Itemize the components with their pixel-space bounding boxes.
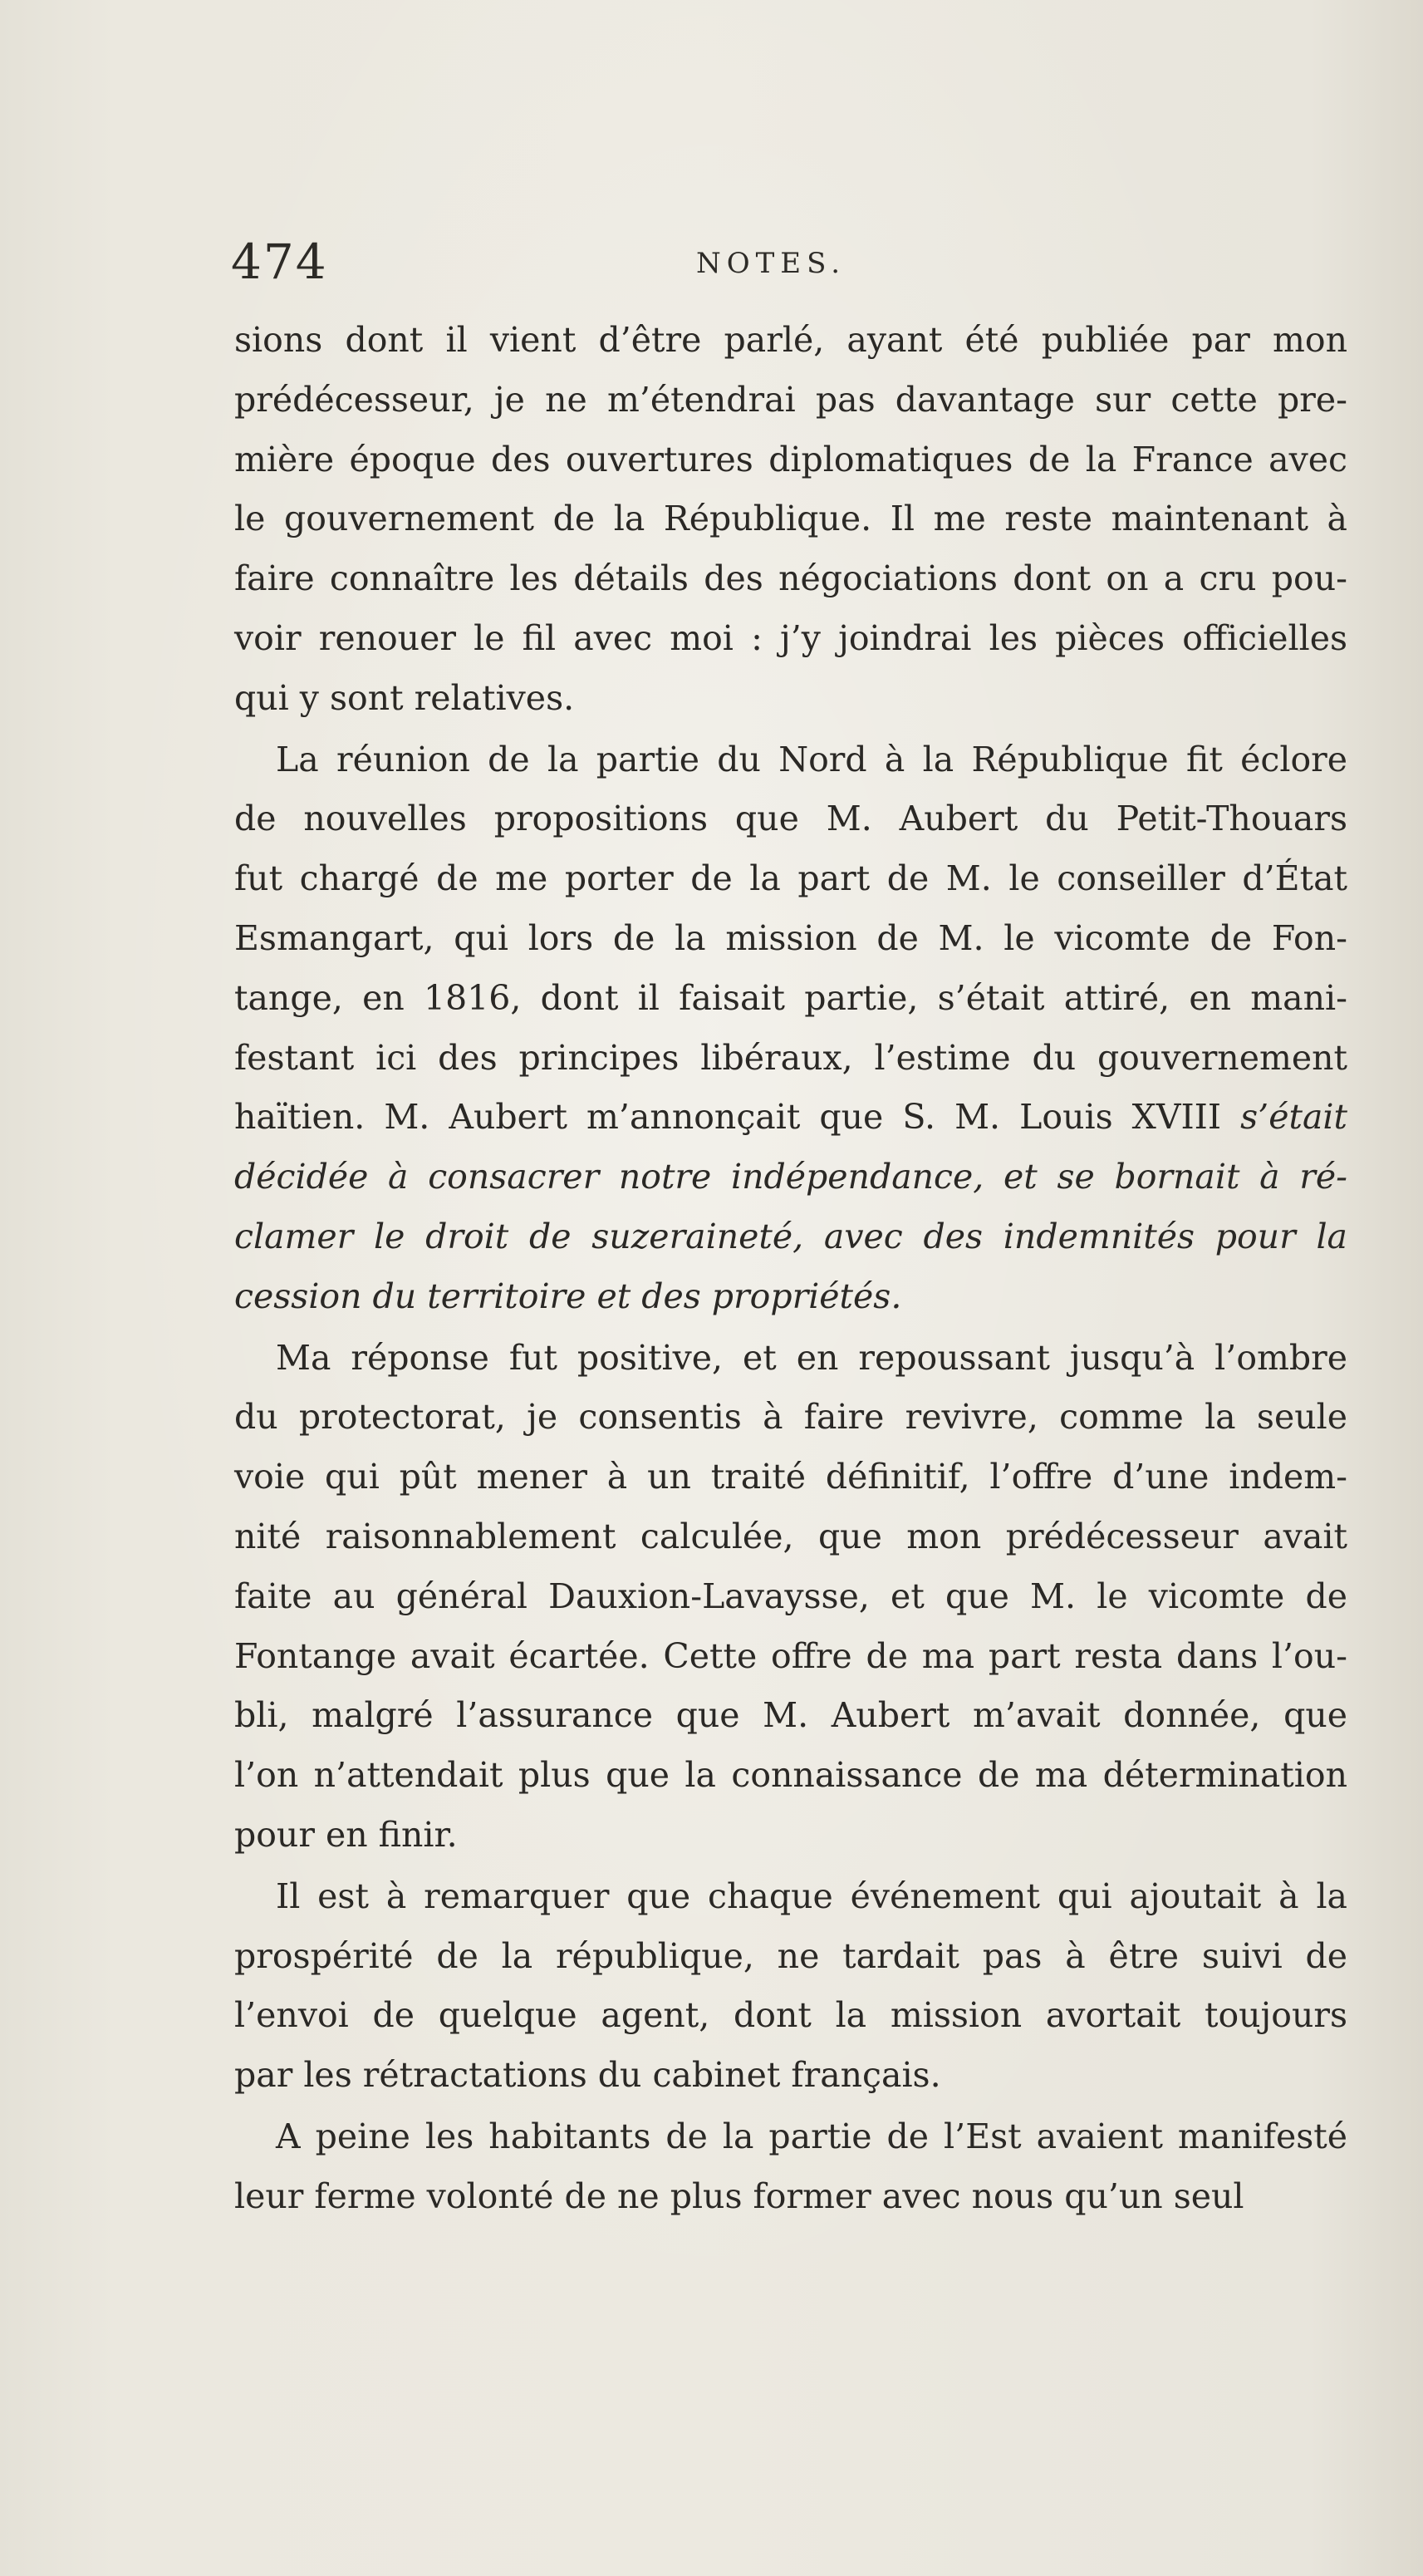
text-line (234, 1388, 1347, 1448)
text-segment: qui y sont relatives. (234, 677, 575, 718)
italic-text: clamer le droit de suzeraineté, avec des indemnités pour la (234, 1216, 1347, 1256)
text-line (234, 1448, 1347, 1507)
italic-text: cession du territoire et des propriétés. (234, 1276, 902, 1316)
text-line (234, 1088, 1347, 1148)
text-line (234, 549, 1347, 609)
text-line (234, 489, 1347, 549)
text-segment: Esmangart, qui lors de la mission de M. le vicomte de Fon- (234, 917, 1347, 958)
page-number: 474 (231, 234, 328, 290)
text-segment: Fontange avait écartée. Cette offre de ma part resta dans l’ou- (234, 1635, 1347, 1676)
text-line (234, 969, 1347, 1029)
text-segment: festant ici des principes libéraux, l’estime du gouvernement (234, 1037, 1347, 1078)
text-line (234, 1867, 1347, 1927)
text-segment: voie qui pût mener à un traité définitif, l’offre d’une indem- (234, 1457, 1347, 1497)
text-segment: bli, malgré l’assurance que M. Aubert m’avait donnée, que (234, 1695, 1347, 1736)
body-text (234, 311, 1347, 2227)
text-line (234, 2167, 1347, 2227)
text-line (234, 609, 1347, 669)
text-line (234, 1148, 1347, 1207)
text-segment: Il est à remarquer que chaque événement qui ajoutait à la (276, 1875, 1347, 1916)
text-segment: nité raisonnablement calculée, que mon prédécesseur avait (234, 1516, 1347, 1556)
text-segment: mière époque des ouvertures diplomatiques de la France avec (234, 439, 1347, 479)
page-header (231, 233, 1351, 299)
text-line (234, 1507, 1347, 1567)
text-segment: de nouvelles propositions que M. Aubert du Petit-Thouars (234, 799, 1347, 839)
text-segment: prospérité de la république, ne tardait pas à être suivi de (234, 1935, 1347, 1976)
text-segment: sions dont il vient d’être parlé, ayant été publiée par mon (234, 320, 1347, 360)
text-line (234, 849, 1347, 909)
text-line (234, 789, 1347, 849)
text-line (234, 1207, 1347, 1267)
text-segment: leur ferme volonté de ne plus former avec nous qu’un seul (234, 2175, 1244, 2216)
text-line (234, 1746, 1347, 1806)
text-line (234, 730, 1347, 790)
text-line (234, 430, 1347, 490)
italic-text: s’était (1240, 1097, 1347, 1138)
text-line (234, 669, 1347, 729)
text-segment: l’on n’attendait plus que la connaissance de ma détermination (234, 1755, 1347, 1796)
text-line (234, 1627, 1347, 1687)
text-segment: le gouvernement de la République. Il me reste maintenant à (234, 499, 1347, 539)
text-segment: voir renouer le fil avec moi : j’y joindrai les pièces officielles (234, 617, 1347, 658)
text-segment: faite au général Dauxion-Lavaysse, et que M. le vicomte de (234, 1576, 1347, 1616)
text-line (234, 1806, 1347, 1866)
text-line (234, 311, 1347, 371)
italic-text: décidée à consacrer notre indépendance, et se bornait à ré- (234, 1157, 1347, 1197)
text-line (234, 2046, 1347, 2106)
text-segment: faire connaître les détails des négociations dont on a cru pou- (234, 558, 1347, 599)
text-segment: pour en finir. (234, 1814, 458, 1855)
text-segment: du protectorat, je consentis à faire revivre, comme la seule (234, 1397, 1347, 1438)
text-segment: A peine les habitants de la partie de l’Est avaient manifesté (276, 2116, 1347, 2156)
text-line (234, 1329, 1347, 1389)
text-line (234, 1927, 1347, 1987)
text-segment: par les rétractations du cabinet français. (234, 2055, 941, 2096)
text-segment: haïtien. M. Aubert m’annonçait que S. M. Louis XVIII (234, 1097, 1241, 1138)
text-line (234, 1686, 1347, 1746)
text-line (234, 1986, 1347, 2046)
text-line (234, 2107, 1347, 2167)
text-line (234, 1029, 1347, 1089)
text-line (234, 1267, 1347, 1327)
text-line (234, 371, 1347, 430)
text-line (234, 909, 1347, 969)
text-segment: prédécesseur, je ne m’étendrai pas davantage sur cette pre- (234, 379, 1347, 420)
running-head: NOTES. (696, 247, 846, 280)
text-segment: tange, en 1816, dont il faisait partie, s’était attiré, en mani- (234, 977, 1347, 1018)
text-segment: l’envoi de quelque agent, dont la mission avortait toujours (234, 1995, 1347, 2036)
text-segment: La réunion de la partie du Nord à la République fit éclore (276, 739, 1347, 779)
text-line (234, 1567, 1347, 1627)
text-segment: Ma réponse fut positive, et en repoussant jusqu’à l’ombre (276, 1337, 1347, 1378)
text-segment: fut chargé de me porter de la part de M. le conseiller d’État (234, 858, 1347, 899)
